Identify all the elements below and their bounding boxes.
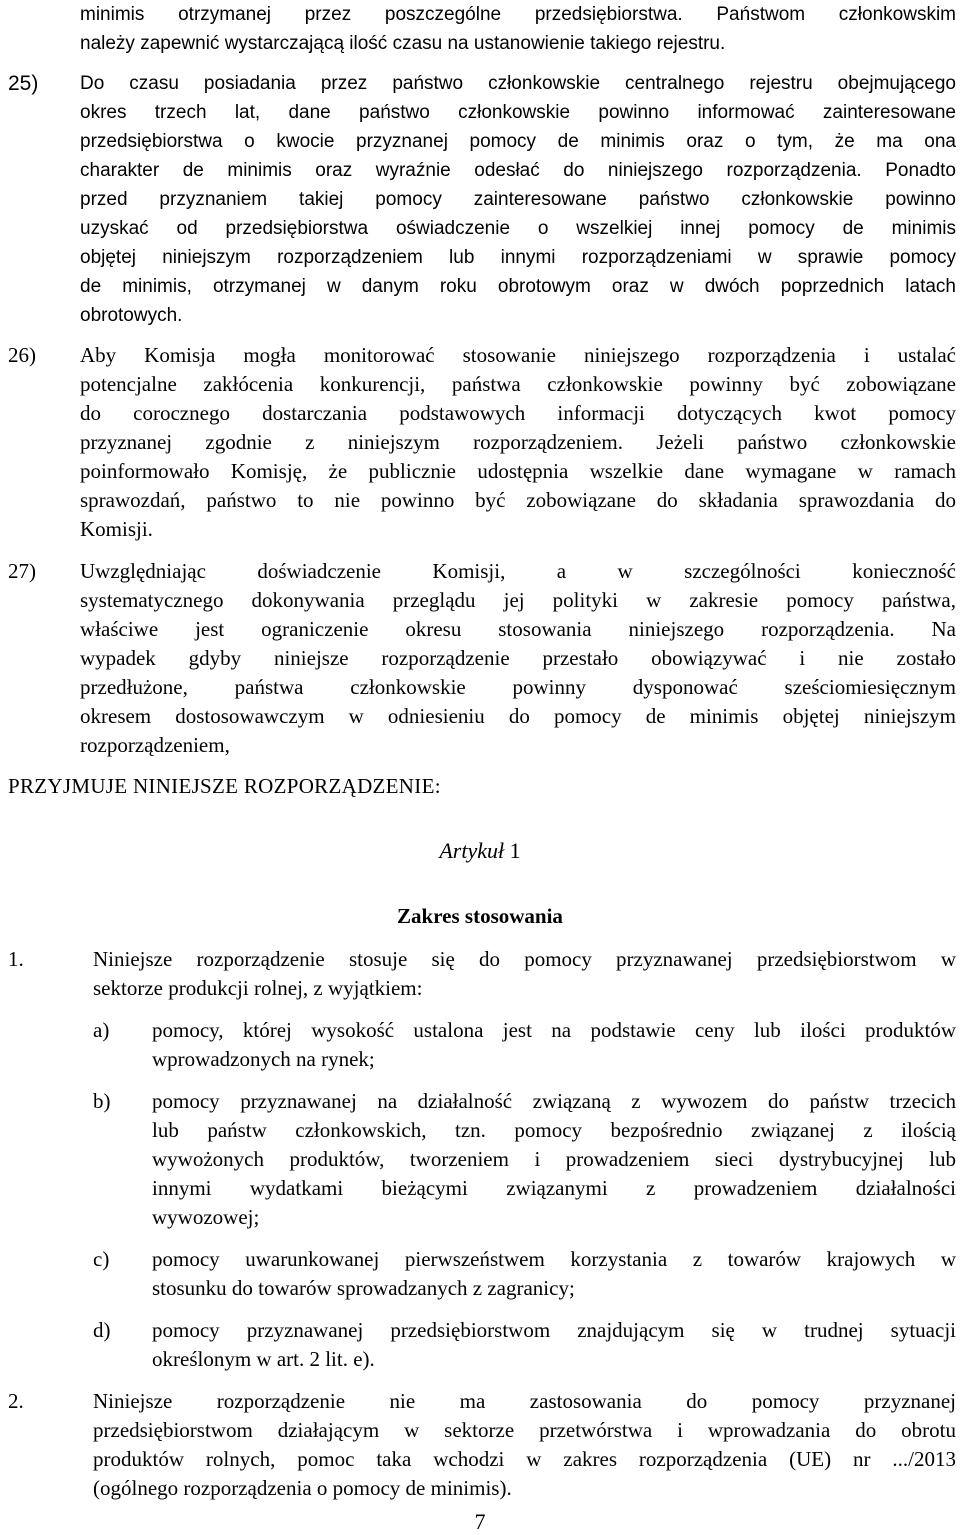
article-heading (0, 838, 960, 864)
recital-number: 26) (8, 343, 36, 367)
recital-line: przedsiębiorstwa o kwocie przyznanej pomocy de minimis oraz o tym, że ma ona (80, 131, 956, 152)
recital-line: de minimis, otrzymanej w danym roku obrotowym oraz w dwóch poprzednich latach (80, 276, 956, 297)
recital-line: Komisji. (80, 517, 153, 541)
recital-line: do corocznego dostarczania podstawowych informacji dotyczących kwot pomocy (80, 401, 956, 425)
exception-line: pomocy przyznawanej na działalność związaną z wywozem do państw trzecich (152, 1089, 956, 1113)
recital-line: poinformowało Komisję, że publicznie udostępnia wszelkie dane wymagane w ramach (80, 459, 956, 483)
recital-line: charakter de minimis oraz wyraźnie odesłać do niniejszego rozporządzenia. Ponadto (80, 160, 956, 181)
exception-line: lub państw członkowskich, tzn. pomocy bezpośrednio związanej z ilością (152, 1118, 956, 1142)
paragraph-line: produktów rolnych, pomoc taka wchodzi w zakres rozporządzenia (UE) nr .../2013 (93, 1447, 956, 1471)
exception-line: określonym w art. 2 lit. e). (152, 1347, 375, 1371)
recital-line: okres trzech lat, dane państwo członkowskie powinno informować zainteresowane (80, 102, 956, 123)
paragraph-line: Niniejsze rozporządzenie nie ma zastosowania do pomocy przyznanej (93, 1389, 956, 1413)
recital-line: systematycznego dokonywania przeglądu jej polityki w zakresie pomocy państwa, (80, 588, 956, 612)
recital-line: okresem dostosowawczym w odniesieniu do pomocy de minimis objętej niniejszym (80, 704, 956, 728)
recital-line: obrotowych. (80, 305, 183, 326)
exception-letter: d) (93, 1318, 111, 1342)
exception-line: pomocy, której wysokość ustalona jest na podstawie ceny lub ilości produktów (152, 1018, 956, 1042)
recital-line: przedłużone, państwa członkowskie powinny dysponować sześciomiesięcznym (80, 675, 956, 699)
exception-line: wywozowej; (152, 1205, 260, 1229)
recital-line: uzyskać od przedsiębiorstwa oświadczenie o wszelkiej innej pomocy de minimis (80, 218, 956, 239)
paragraph-line: sektorze produkcji rolnej, z wyjątkiem: (93, 976, 423, 1000)
exception-letter: a) (93, 1018, 110, 1042)
paragraph-number: 2. (8, 1389, 24, 1413)
exception-line: wywożonych produktów, tworzeniem i prowadzeniem sieci dystrybucyjnej lub (152, 1147, 956, 1171)
page-number: 7 (474, 1509, 486, 1534)
recital-line: rozporządzeniem, (80, 733, 230, 757)
recital-line: objętej niniejszym rozporządzeniem lub innymi rozporządzeniami w sprawie pomocy (80, 247, 956, 268)
adopts-heading: PRZYJMUJE NINIEJSZE ROZPORZĄDZENIE: (8, 774, 441, 798)
recital-line: Aby Komisja mogła monitorować stosowanie niniejszego rozporządzenia i ustalać (80, 343, 956, 367)
article-subject: Zakres stosowania (397, 904, 563, 928)
recital-number: 25) (8, 72, 39, 95)
intro-line-1: minimis otrzymanej przez poszczególne przedsiębiorstwa. Państwom członkowskim (80, 4, 956, 25)
recital-line: przed przyznaniem takiej pomocy zainteresowane państwo członkowskie powinno (80, 189, 956, 210)
recital-line: sprawozdań, państwo to nie powinno być zobowiązane do składania sprawozdania do (80, 488, 956, 512)
recital-line: przyznanej zgodnie z niniejszym rozporządzeniem. Jeżeli państwo członkowskie (80, 430, 956, 454)
recital-line: Do czasu posiadania przez państwo członkowskie centralnego rejestru obejmującego (80, 73, 956, 94)
recital-number: 27) (8, 559, 36, 583)
exception-letter: b) (93, 1089, 111, 1113)
exception-line: pomocy uwarunkowanej pierwszeństwem korzystania z towarów krajowych w (152, 1247, 956, 1271)
article-number: 1 (509, 838, 521, 863)
recital-line: potencjalne zakłócenia konkurencji, państwa członkowskie powinny być zobowiązane (80, 372, 956, 396)
exception-line: innymi wydatkami bieżącymi związanymi z prowadzeniem działalności (152, 1176, 956, 1200)
paragraph-number: 1. (8, 947, 24, 971)
article-label: Artykuł (439, 838, 505, 863)
exception-line: wprowadzonych na rynek; (152, 1047, 375, 1071)
exception-line: pomocy przyznawanej przedsiębiorstwom znajdującym się w trudnej sytuacji (152, 1318, 956, 1342)
paragraph-line: (ogólnego rozporządzenia o pomocy de minimis). (93, 1476, 512, 1500)
recital-line: Uwzględniając doświadczenie Komisji, a w szczególności konieczność (80, 559, 956, 583)
intro-line-2: należy zapewnić wystarczającą ilość czasu na ustanowienie takiego rejestru. (80, 33, 726, 54)
recital-line: wypadek gdyby niniejsze rozporządzenie przestało obowiązywać i nie zostało (80, 646, 956, 670)
exception-line: stosunku do towarów sprowadzanych z zagranicy; (152, 1276, 575, 1300)
recital-line: właściwe jest ograniczenie okresu stosowania niniejszego rozporządzenia. Na (80, 617, 956, 641)
exception-letter: c) (93, 1247, 110, 1271)
paragraph-line: przedsiębiorstwom działającym w sektorze przetwórstwa i wprowadzania do obrotu (93, 1418, 956, 1442)
paragraph-line: Niniejsze rozporządzenie stosuje się do pomocy przyznawanej przedsiębiorstwom w (93, 947, 956, 971)
